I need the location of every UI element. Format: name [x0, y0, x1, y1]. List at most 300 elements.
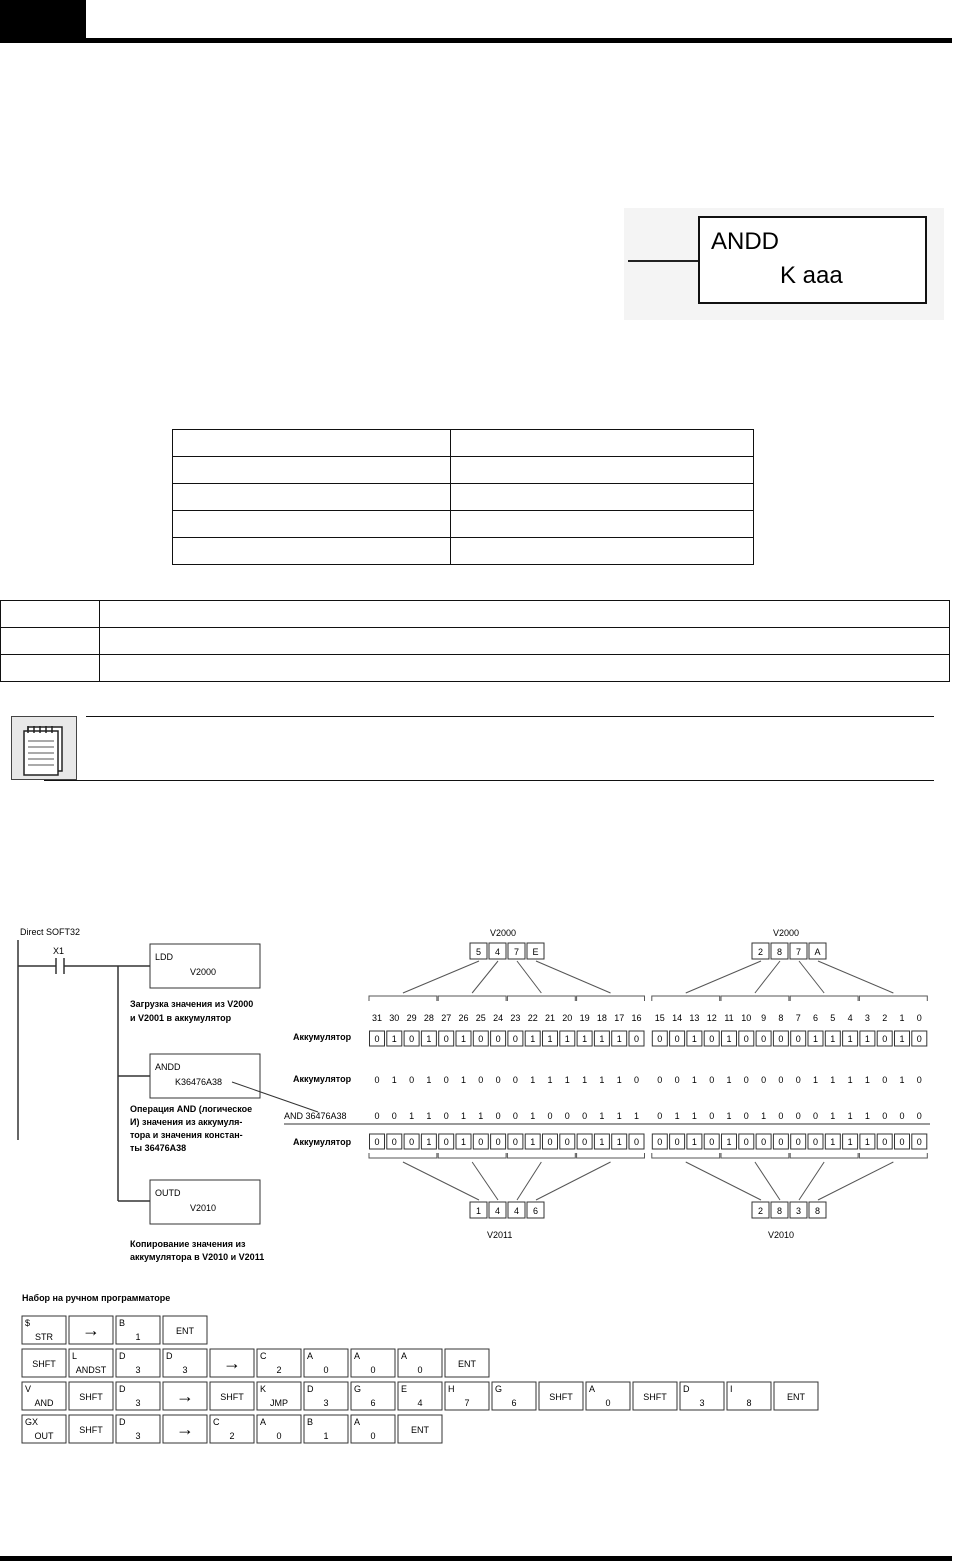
and-bit: 1 — [691, 1111, 697, 1121]
nibble-bracket — [859, 1153, 927, 1158]
acc2-bit: 1 — [547, 1075, 553, 1085]
bit-number: 26 — [458, 1013, 469, 1023]
acc2-bit: 0 — [674, 1075, 680, 1085]
bit-number: 2 — [882, 1013, 888, 1023]
contact-label: X1 — [53, 946, 65, 956]
outd-caption-1: Копирование значения из — [130, 1239, 246, 1249]
arrow-icon: → — [223, 1353, 241, 1373]
and-bit: 0 — [512, 1111, 518, 1121]
arrow-icon: → — [176, 1386, 194, 1406]
result-bit: 0 — [374, 1137, 380, 1147]
result-bit: 0 — [761, 1137, 767, 1147]
v-hi-digit: E — [532, 947, 539, 957]
result-bit: 0 — [657, 1137, 663, 1147]
result-bit: 1 — [830, 1137, 836, 1147]
out-hi-digit: 1 — [475, 1206, 482, 1216]
and-bit: 0 — [547, 1111, 553, 1121]
key-bottom-label: 6 — [511, 1398, 517, 1408]
acc2-bit: 0 — [478, 1075, 484, 1085]
acc-bit: 0 — [778, 1034, 784, 1044]
and-bit: 1 — [616, 1111, 622, 1121]
acc2-bit: 0 — [882, 1075, 888, 1085]
acc-label-2: Аккумулятор — [293, 1074, 352, 1084]
andd-arg: K36476A38 — [175, 1077, 223, 1087]
acc-bit: 1 — [812, 1034, 819, 1044]
key-top-label: A — [354, 1351, 361, 1361]
acc-bit: 1 — [847, 1034, 853, 1044]
and-bit: 0 — [495, 1111, 501, 1121]
table-row — [1, 655, 950, 682]
acc2-bit: 1 — [830, 1075, 836, 1085]
out-hi-digit: 6 — [532, 1206, 539, 1216]
and-bit: 0 — [564, 1111, 570, 1121]
key-label: ENT — [176, 1326, 194, 1336]
acc2-bit: 1 — [599, 1075, 605, 1085]
ldd-op: LDD — [155, 952, 174, 962]
acc-bit: 0 — [478, 1034, 484, 1044]
key-bottom-label: 8 — [746, 1398, 752, 1408]
table-row — [173, 538, 754, 565]
bit-number: 28 — [423, 1013, 434, 1023]
instruction-operand: K aaa — [780, 262, 843, 289]
key-bottom-label: 3 — [135, 1431, 141, 1441]
ldd-caption-1: Загрузка значения из V2000 — [130, 999, 254, 1009]
status-table — [0, 600, 950, 682]
bit-number: 18 — [596, 1013, 607, 1023]
key-bottom-label: AND — [34, 1398, 54, 1408]
result-bit: 0 — [812, 1137, 819, 1147]
acc2-bit: 1 — [564, 1075, 570, 1085]
acc2-bit: 0 — [743, 1075, 749, 1085]
acc-bit: 0 — [657, 1034, 663, 1044]
key-bottom-label: 3 — [135, 1398, 141, 1408]
acc-bit: 0 — [443, 1034, 449, 1044]
key-label: SHFT — [79, 1392, 103, 1402]
fan-arrow — [403, 1162, 479, 1200]
key-top-label: K — [260, 1384, 267, 1394]
key-bottom-label: ANDST — [75, 1365, 107, 1375]
acc2-bit: 1 — [582, 1075, 588, 1085]
acc2-bit: 1 — [691, 1075, 697, 1085]
and-bit: 1 — [599, 1111, 605, 1121]
ldd-arg: V2000 — [190, 967, 217, 977]
key-top-label: B — [307, 1417, 314, 1427]
table-row — [1, 601, 950, 628]
acc2-bit: 0 — [495, 1075, 501, 1085]
fan-arrow — [755, 961, 780, 993]
result-bit: 1 — [864, 1137, 870, 1147]
acc-bit: 0 — [882, 1034, 888, 1044]
bit-number: 23 — [510, 1013, 521, 1023]
v-lo-digit: 8 — [776, 947, 783, 957]
key-top-label: L — [72, 1351, 78, 1361]
key-bottom-label: 2 — [276, 1365, 282, 1375]
bit-number: 25 — [475, 1013, 486, 1023]
acc-bit: 1 — [426, 1034, 432, 1044]
result-bit: 0 — [709, 1137, 715, 1147]
key-top-label: G — [354, 1384, 362, 1394]
acc2-bit: 0 — [916, 1075, 922, 1085]
page-tab — [0, 0, 86, 38]
nibble-bracket — [438, 996, 506, 1001]
key-bottom-label: 7 — [464, 1398, 470, 1408]
nibble-bracket — [507, 1153, 575, 1158]
and-bit: 1 — [460, 1111, 467, 1121]
and-bit: 1 — [726, 1111, 732, 1121]
bit-number: 29 — [406, 1013, 417, 1023]
and-bit: 1 — [847, 1111, 853, 1121]
v-hi-label: V2000 — [490, 928, 517, 938]
acc2-bit: 0 — [409, 1075, 415, 1085]
out-hi-digit: 4 — [494, 1206, 501, 1216]
acc2-bit: 1 — [426, 1075, 432, 1085]
key-top-label: C — [260, 1351, 267, 1361]
acc-bit: 1 — [582, 1034, 588, 1044]
result-bit: 1 — [599, 1137, 605, 1147]
acc2-bit: 1 — [726, 1075, 732, 1085]
bit-number: 4 — [847, 1013, 853, 1023]
table-row — [173, 484, 754, 511]
key-label: ENT — [787, 1392, 805, 1402]
ldd-box — [150, 944, 260, 988]
result-bit: 0 — [582, 1137, 588, 1147]
nibble-bracket — [859, 996, 927, 1001]
bit-number: 5 — [830, 1013, 836, 1023]
andd-caption-2: И) значения из аккумуля- — [130, 1117, 243, 1127]
key-top-label: B — [119, 1318, 126, 1328]
andd-caption-3: тора и значения констан- — [130, 1130, 243, 1140]
acc-bit: 0 — [761, 1034, 767, 1044]
key-top-label: D — [119, 1351, 126, 1361]
result-bit: 1 — [847, 1137, 853, 1147]
and-bit: 0 — [443, 1111, 449, 1121]
table-row — [1, 628, 950, 655]
andd-op: ANDD — [155, 1062, 181, 1072]
key-bottom-label: 3 — [135, 1365, 141, 1375]
bit-number: 15 — [654, 1013, 665, 1023]
nibble-bracket — [507, 996, 575, 1001]
nibble-bracket — [577, 1153, 645, 1158]
bit-number: 20 — [562, 1013, 573, 1023]
key-bottom-label: 0 — [323, 1365, 329, 1375]
key-top-label: H — [448, 1384, 455, 1394]
acc2-bit: 0 — [657, 1075, 663, 1085]
acc-label: Аккумулятор — [293, 1032, 352, 1042]
key-top-label: G — [495, 1384, 503, 1394]
note-rule-top — [86, 716, 934, 717]
key-label: ENT — [458, 1359, 476, 1369]
bit-number: 10 — [741, 1013, 752, 1023]
ldd-caption-2: и V2001 в аккумулятор — [130, 1013, 232, 1023]
bit-number: 19 — [579, 1013, 590, 1023]
key-label: SHFT — [79, 1425, 103, 1435]
acc2-bit: 1 — [812, 1075, 819, 1085]
key-top-label: V — [25, 1384, 32, 1394]
bit-number: 31 — [371, 1013, 383, 1023]
nibble-bracket — [790, 1153, 858, 1158]
arrow-icon: → — [176, 1419, 194, 1439]
key-bottom-label: 1 — [323, 1431, 329, 1441]
example-diagram — [0, 900, 965, 1550]
result-bit: 0 — [916, 1137, 922, 1147]
key-top-label: E — [401, 1384, 408, 1394]
key-top-label: D — [307, 1384, 314, 1394]
result-bit: 1 — [530, 1137, 536, 1147]
nibble-bracket — [721, 996, 789, 1001]
and-bit: 0 — [743, 1111, 749, 1121]
key-top-label: A — [354, 1417, 361, 1427]
rung-line — [628, 260, 699, 262]
out-hi-label: V2011 — [487, 1230, 513, 1240]
and-bit: 0 — [916, 1111, 922, 1121]
key-bottom-label: 0 — [370, 1365, 376, 1375]
outd-op: OUTD — [155, 1188, 181, 1198]
acc-bit: 1 — [564, 1034, 570, 1044]
key-bottom-label: 0 — [370, 1431, 376, 1441]
acc2-bit: 1 — [899, 1075, 905, 1085]
key-top-label: D — [683, 1384, 690, 1394]
v-lo-digit: A — [814, 947, 821, 957]
fan-arrow — [686, 961, 761, 993]
bit-number: 21 — [544, 1013, 556, 1023]
key-top-label: A — [401, 1351, 408, 1361]
and-bit: 0 — [778, 1111, 784, 1121]
result-bit: 0 — [443, 1137, 449, 1147]
and-bit: 0 — [657, 1111, 663, 1121]
nibble-bracket — [652, 1153, 720, 1158]
instruction-name: ANDD — [711, 228, 780, 255]
key-bottom-label: JMP — [270, 1398, 288, 1408]
bit-number: 22 — [527, 1013, 538, 1023]
bit-number: 0 — [916, 1013, 922, 1023]
fan-arrow — [799, 961, 824, 993]
acc-bit: 0 — [709, 1034, 715, 1044]
and-bit: 1 — [864, 1111, 870, 1121]
acc-bit: 1 — [599, 1034, 605, 1044]
result-bit: 0 — [512, 1137, 518, 1147]
acc2-bit: 1 — [530, 1075, 536, 1085]
acc-bit: 1 — [547, 1034, 553, 1044]
key-top-label: GX — [25, 1417, 39, 1427]
out-lo-label: V2010 — [768, 1230, 795, 1240]
v-lo-label: V2000 — [773, 928, 800, 938]
key-label: SHFT — [643, 1392, 667, 1402]
fan-arrow — [536, 1162, 611, 1200]
key-top-label: A — [589, 1384, 596, 1394]
key-label: SHFT — [549, 1392, 573, 1402]
and-bit: 1 — [478, 1111, 484, 1121]
and-bit: 1 — [633, 1111, 640, 1121]
key-top-label: D — [119, 1384, 126, 1394]
bit-number: 3 — [864, 1013, 870, 1023]
result-label: Аккумулятор — [293, 1137, 352, 1147]
acc2-bit: 1 — [616, 1075, 622, 1085]
header-rule — [0, 38, 952, 43]
key-bottom-label: 0 — [276, 1431, 282, 1441]
result-bit: 1 — [691, 1137, 697, 1147]
result-bit: 0 — [547, 1137, 553, 1147]
bit-number: 9 — [761, 1013, 767, 1023]
key-bottom-label: 3 — [323, 1398, 329, 1408]
bit-number: 7 — [795, 1013, 801, 1023]
andd-caption-1: Операция AND (логическое — [130, 1104, 253, 1114]
nibble-bracket — [369, 1153, 437, 1158]
fan-arrow — [755, 1162, 780, 1200]
acc-bit: 1 — [530, 1034, 536, 1044]
result-bit: 0 — [495, 1137, 501, 1147]
fan-arrow — [818, 961, 893, 993]
bit-number: 14 — [672, 1013, 683, 1023]
acc-bit: 1 — [864, 1034, 870, 1044]
bit-number: 16 — [631, 1013, 642, 1023]
fan-arrow — [799, 1162, 824, 1200]
outd-caption-2: аккумулятора в V2010 и V2011 — [130, 1252, 265, 1262]
acc2-bit: 1 — [864, 1075, 870, 1085]
v-lo-digit: 2 — [757, 947, 764, 957]
key-label: ENT — [411, 1425, 429, 1435]
and-bit: 1 — [674, 1111, 680, 1121]
acc2-bit: 0 — [512, 1075, 518, 1085]
and-bit: 0 — [882, 1111, 888, 1121]
acc-bit: 0 — [633, 1034, 640, 1044]
andd-caption-4: ты 36476А38 — [130, 1143, 187, 1153]
bit-number: 30 — [389, 1013, 400, 1023]
and-label: AND 36476A38 — [284, 1111, 347, 1121]
v-hi-digit: 4 — [494, 947, 501, 957]
key-bottom-label: STR — [35, 1332, 53, 1342]
bit-number: 12 — [706, 1013, 717, 1023]
result-bit: 1 — [726, 1137, 732, 1147]
and-bit: 0 — [709, 1111, 715, 1121]
acc2-bit: 1 — [847, 1075, 853, 1085]
outd-box — [150, 1180, 260, 1224]
acc-bit: 0 — [743, 1034, 749, 1044]
nibble-bracket — [577, 996, 645, 1001]
acc-bit: 0 — [795, 1034, 801, 1044]
fan-arrow — [472, 1162, 498, 1200]
acc2-bit: 0 — [709, 1075, 715, 1085]
and-bit: 1 — [530, 1111, 536, 1121]
out-lo-digit: 2 — [757, 1206, 764, 1216]
result-bit: 0 — [778, 1137, 784, 1147]
key-bottom-label: 3 — [699, 1398, 705, 1408]
key-top-label: $ — [25, 1318, 31, 1328]
bit-number: 13 — [689, 1013, 700, 1023]
key-top-label: A — [260, 1417, 267, 1427]
key-label: SHFT — [32, 1359, 56, 1369]
and-bit: 0 — [812, 1111, 819, 1121]
fan-arrow — [536, 961, 611, 993]
acc-bit: 0 — [374, 1034, 380, 1044]
bit-number: 6 — [812, 1013, 819, 1023]
acc-bit: 0 — [916, 1034, 922, 1044]
key-bottom-label: 2 — [229, 1431, 235, 1441]
key-top-label: D — [119, 1417, 126, 1427]
operand-table — [172, 429, 754, 565]
bit-number: 8 — [778, 1013, 784, 1023]
table-row — [173, 430, 754, 457]
result-bit: 0 — [743, 1137, 749, 1147]
key-bottom-label: OUT — [34, 1431, 54, 1441]
result-bit: 0 — [391, 1137, 397, 1147]
v-hi-digit: 7 — [513, 947, 520, 957]
bit-number: 1 — [899, 1013, 905, 1023]
result-bit: 0 — [882, 1137, 888, 1147]
and-bit: 0 — [374, 1111, 380, 1121]
fan-arrow — [517, 1162, 541, 1200]
v-lo-digit: 7 — [795, 947, 802, 957]
key-bottom-label: 6 — [370, 1398, 376, 1408]
key-top-label: C — [213, 1417, 220, 1427]
bit-number: 27 — [441, 1013, 452, 1023]
acc2-bit: 0 — [443, 1075, 449, 1085]
acc2-bit: 1 — [391, 1075, 397, 1085]
result-bit: 1 — [616, 1137, 622, 1147]
table-row — [173, 511, 754, 538]
nibble-bracket — [438, 1153, 506, 1158]
and-bit: 1 — [761, 1111, 767, 1121]
andd-box — [150, 1054, 260, 1098]
and-bit: 1 — [409, 1111, 415, 1121]
acc-bit: 1 — [460, 1034, 467, 1044]
acc-bit: 0 — [495, 1034, 501, 1044]
acc-bit: 1 — [726, 1034, 732, 1044]
acc-bit: 1 — [830, 1034, 836, 1044]
key-bottom-label: 3 — [182, 1365, 188, 1375]
result-bit: 0 — [633, 1137, 640, 1147]
key-label: SHFT — [220, 1392, 244, 1402]
key-bottom-label: 1 — [135, 1332, 141, 1342]
arrow-icon: → — [82, 1320, 100, 1340]
key-top-label: A — [307, 1351, 314, 1361]
acc2-bit: 0 — [778, 1075, 784, 1085]
key-bottom-label: 0 — [417, 1365, 423, 1375]
acc-bit: 0 — [409, 1034, 415, 1044]
fan-arrow — [686, 1162, 761, 1200]
acc2-bit: 1 — [460, 1075, 467, 1085]
result-bit: 0 — [409, 1137, 415, 1147]
acc2-bit: 0 — [761, 1075, 767, 1085]
outd-arg: V2010 — [190, 1203, 217, 1213]
key-bottom-label: 4 — [417, 1398, 423, 1408]
acc-bit: 1 — [899, 1034, 905, 1044]
and-bit: 0 — [582, 1111, 588, 1121]
acc2-bit: 0 — [795, 1075, 801, 1085]
notepad-icon — [11, 716, 77, 780]
instruction-box — [698, 216, 927, 304]
acc-bit: 0 — [512, 1034, 518, 1044]
note-rule-bottom — [44, 780, 934, 781]
result-bit: 0 — [795, 1137, 801, 1147]
nibble-bracket — [721, 1153, 789, 1158]
bit-number: 17 — [614, 1013, 625, 1023]
key-top-label: D — [166, 1351, 173, 1361]
table-row — [173, 457, 754, 484]
fan-arrow — [517, 961, 541, 993]
ladder-label: Direct SOFT32 — [20, 927, 81, 937]
nibble-bracket — [790, 996, 858, 1001]
key-bottom-label: 0 — [605, 1398, 611, 1408]
fan-arrow — [403, 961, 479, 993]
result-bit: 1 — [426, 1137, 432, 1147]
result-bit: 1 — [460, 1137, 467, 1147]
acc-bit: 1 — [616, 1034, 622, 1044]
handheld-label: Набор на ручном программаторе — [22, 1293, 171, 1303]
and-bit: 1 — [830, 1111, 836, 1121]
result-bit: 0 — [478, 1137, 484, 1147]
out-lo-digit: 8 — [814, 1206, 821, 1216]
v-hi-digit: 5 — [475, 947, 482, 957]
